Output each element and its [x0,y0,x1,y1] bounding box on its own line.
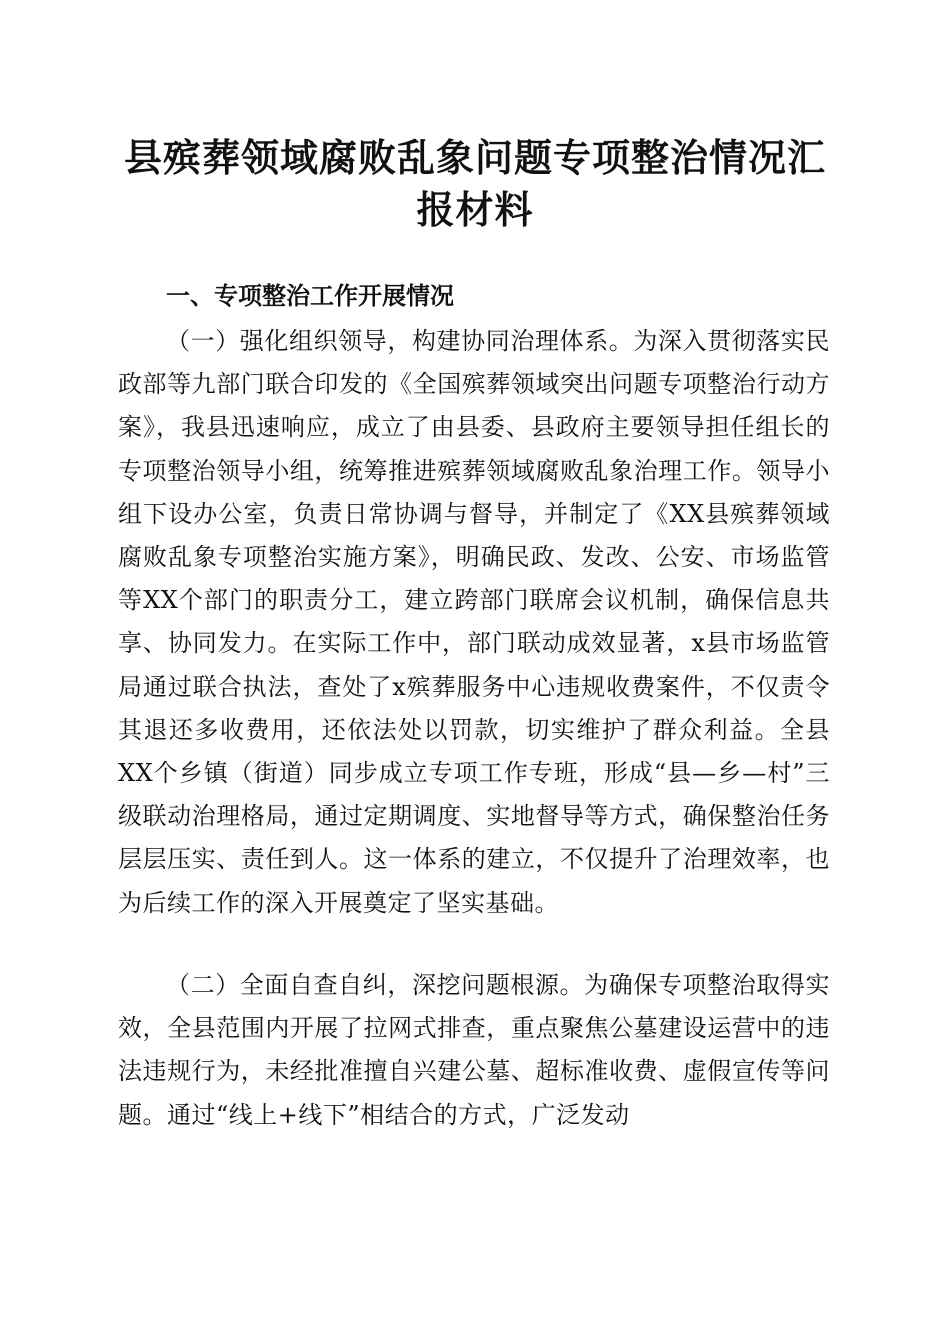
document-title: 县殡葬领域腐败乱象问题专项整治情况汇报材料 [123,135,826,232]
paragraph-2: （二）全面自查自纠，深挖问题根源。为确保专项整治取得实效，全县范围内开展了拉网式排查，重点聚焦公墓建设运营中的违法违规行为，未经批准擅自兴建公墓、超标准收费、虚假宣传等问题。通过“线上+线下”相结合的方式，广泛发动 [118,971,830,1129]
section-heading: 一、专项整治工作开展情况 [166,282,454,310]
paragraph-1: （一）强化组织领导，构建协同治理体系。为深入贯彻落实民政部等九部门联合印发的《全国殡葬领域突出问题专项整治行动方案》，我县迅速响应，成立了由县委、县政府主要领导担任组长的专项整治领导小组，统筹推进殡葬领域腐败乱象治理工作。领导小组下设办公室，负责日常协调与督导，并制定了《XX县殡葬领域腐败乱象专项整治实施方案》，明确民政、发改、公安、市场监管等XX个部门的职责分工，建立跨部门联席会议机制，确保信息共享、协同发力。在实际工作中，部门联动成效显著，x县市场监管局通过联合执法，查处了x殡葬服务中心违规收费案件，不仅责令其退还多收费用，还依法处以罚款，切实维护了群众利益。全县XX个乡镇（街道）同步成立专项工作专班，形成“县—乡—村”三级联动治理格局，通过定期调度、实地督导等方式，确保整治任务层层压实、责任到人。这一体系的建立，不仅提升了治理效率，也为后续工作的深入开展奠定了坚实基础。 [118,327,830,917]
